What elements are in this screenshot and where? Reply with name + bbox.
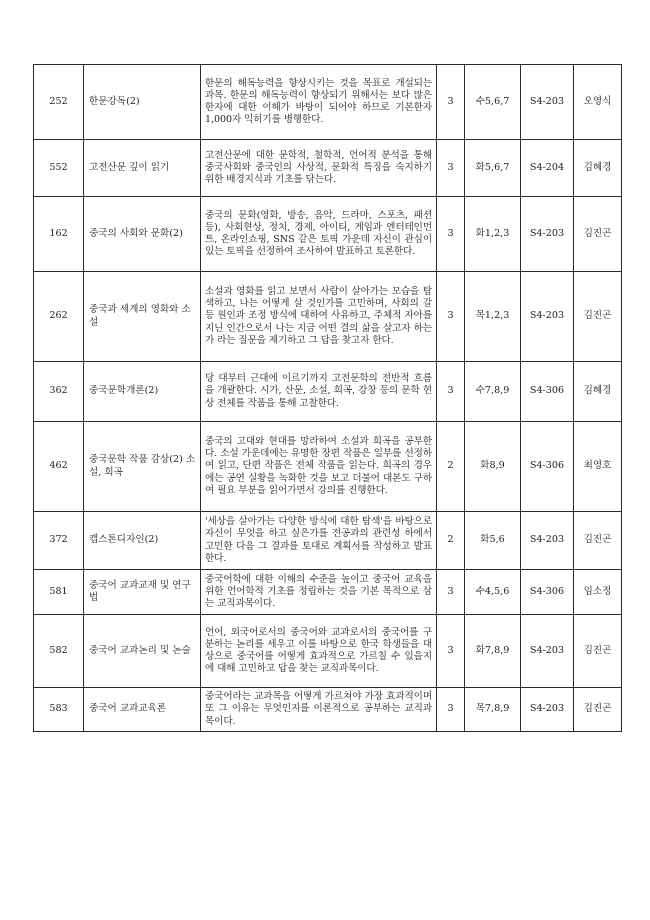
course-room: S4-203 [521, 512, 574, 570]
table-row [34, 272, 622, 362]
course-code: 582 [34, 615, 84, 688]
table-row [34, 615, 622, 688]
course-professor: 김진곤 [574, 197, 622, 272]
course-professor: 오영식 [574, 65, 622, 140]
course-description: 한문의 해독능력을 향상시키는 것을 목표로 개설되는 과목. 한문의 해독능력이 향상되기 위해서는 보다 많은 한자에 대한 이해가 바탕이 되어야 하므로 기본한자 1,000자 익히기를 병행한다. [201, 65, 437, 140]
course-time: 목1,2,3 [465, 272, 521, 362]
course-name: 한문강독(2) [84, 65, 201, 140]
course-room: S4-203 [521, 272, 574, 362]
table-row [34, 512, 622, 570]
course-name: 캡스톤디자인(2) [84, 512, 201, 570]
course-name: 중국문학 작품 감상(2) 소설, 희곡 [84, 422, 201, 512]
course-name: 중국어 교과교재 및 연구법 [84, 570, 201, 615]
course-credit: 3 [437, 615, 465, 688]
course-room: S4-204 [521, 140, 574, 197]
table-row [34, 422, 622, 512]
course-credit: 3 [437, 362, 465, 422]
course-table [33, 64, 622, 732]
course-description: 고전산문에 대한 문학적, 철학적, 언어적 분석을 통해 중국사회와 중국인의 사상적, 문화적 특징을 숙지하기 위한 배경지식과 기초를 닦는다. [201, 140, 437, 197]
table-row [34, 140, 622, 197]
course-code: 583 [34, 688, 84, 732]
course-code: 372 [34, 512, 84, 570]
course-code: 552 [34, 140, 84, 197]
course-credit: 3 [437, 688, 465, 732]
course-credit: 3 [437, 570, 465, 615]
course-professor: 김혜경 [574, 140, 622, 197]
course-credit: 3 [437, 197, 465, 272]
table-row [34, 65, 622, 140]
course-professor: 김진곤 [574, 688, 622, 732]
table-row [34, 570, 622, 615]
course-name: 고전산문 깊이 읽기 [84, 140, 201, 197]
table-row [34, 362, 622, 422]
course-professor: 최영호 [574, 422, 622, 512]
course-professor: 김진곤 [574, 512, 622, 570]
course-time: 수5,6,7 [465, 65, 521, 140]
course-professor: 김진곤 [574, 272, 622, 362]
course-credit: 3 [437, 140, 465, 197]
course-name: 중국어 교과논리 및 논술 [84, 615, 201, 688]
course-name: 중국어 교과교육론 [84, 688, 201, 732]
course-time: 화5,6,7 [465, 140, 521, 197]
course-code: 162 [34, 197, 84, 272]
course-code: 262 [34, 272, 84, 362]
course-time: 화8,9 [465, 422, 521, 512]
course-professor: 임소정 [574, 570, 622, 615]
course-time: 수4,5,6 [465, 570, 521, 615]
course-name: 중국문학개론(2) [84, 362, 201, 422]
course-credit: 3 [437, 65, 465, 140]
course-name: 중국의 사회와 문화(2) [84, 197, 201, 272]
course-professor: 김진곤 [574, 615, 622, 688]
course-description: 언어, 외국어로서의 중국어와 교과로서의 중국어를 구분하는 논리를 세우고 이를 바탕으로 한국 학생들을 대상으로 중국어를 어떻게 효과적으로 가르칠 수 있을지에 대해 고민하고 답을 찾는 교직과목이다. [201, 615, 437, 688]
course-room: S4-203 [521, 197, 574, 272]
course-description: 당 대부터 근대에 이르기까지 고전문학의 전반적 흐름을 개괄한다. 시가, 산문, 소설, 희곡, 강창 등의 문학 현상 전체를 작품을 통해 고찰한다. [201, 362, 437, 422]
course-time: 화1,2,3 [465, 197, 521, 272]
table-row [34, 688, 622, 732]
course-time: 수7,8,9 [465, 362, 521, 422]
course-time: 목7,8,9 [465, 688, 521, 732]
course-room: S4-203 [521, 688, 574, 732]
course-room: S4-306 [521, 570, 574, 615]
course-code: 252 [34, 65, 84, 140]
course-description: 중국의 고대와 현대를 망라하여 소설과 희곡을 공부한다. 소설 가운데에는 유명한 장편 작품은 일부를 선정하여 읽고, 단편 작품은 전체 작품을 읽는다. 희곡의 경우에는 공연 실황을 녹화한 것을 보고 더불어 대본도 구하여 필요 부분을 읽어가면서 강의를 진행한다. [201, 422, 437, 512]
course-description: '세상을 살아가는 다양한 방식에 대한 탐색'을 바탕으로 자신이 무엇을 하고 싶은가를 전공과의 관련성 하에서 고민한 다음 그 결과를 토대로 계획서를 작성하고 발표한다. [201, 512, 437, 570]
course-time: 화7,8,9 [465, 615, 521, 688]
course-room: S4-203 [521, 615, 574, 688]
course-description: 중국의 문화(영화, 방송, 음악, 드라마, 스포츠, 패션 등), 사회현상, 정치, 경제, 아이티, 게임과 엔터테인먼트, 온라인쇼핑, SNS 같은 토픽 가운데 자신이 관심이 있는 토픽을 선정하여 조사하여 발표하고 토론한다. [201, 197, 437, 272]
course-code: 362 [34, 362, 84, 422]
course-room: S4-203 [521, 65, 574, 140]
course-credit: 2 [437, 422, 465, 512]
course-description: 소설과 영화를 읽고 보면서 사람이 살아가는 모습을 탐색하고, 나는 어떻게 살 것인가를 고민하며, 사회의 갈등 원인과 조정 방식에 대하여 사유하고, 주체적 자아를 지닌 인간으로서 나는 지금 어떤 결의 삶을 살고자 하는가 라는 질문을 제기하고 그 답을 찾고자 한다. [201, 272, 437, 362]
course-code: 581 [34, 570, 84, 615]
course-credit: 2 [437, 512, 465, 570]
course-room: S4-306 [521, 422, 574, 512]
course-room: S4-306 [521, 362, 574, 422]
course-name: 중국과 세계의 영화와 소설 [84, 272, 201, 362]
course-credit: 3 [437, 272, 465, 362]
course-description: 중국어라는 교과목을 어떻게 가르쳐야 가장 효과적이며 또 그 이유는 무엇인지를 이론적으로 공부하는 교직과목이다. [201, 688, 437, 732]
course-code: 462 [34, 422, 84, 512]
course-professor: 김혜경 [574, 362, 622, 422]
course-time: 화5,6 [465, 512, 521, 570]
course-description: 중국어학에 대한 이해의 수준을 높이고 중국어 교육을 위한 언어학적 기초를 정립하는 것을 기본 목적으로 삼는 교직과목이다. [201, 570, 437, 615]
table-row [34, 197, 622, 272]
